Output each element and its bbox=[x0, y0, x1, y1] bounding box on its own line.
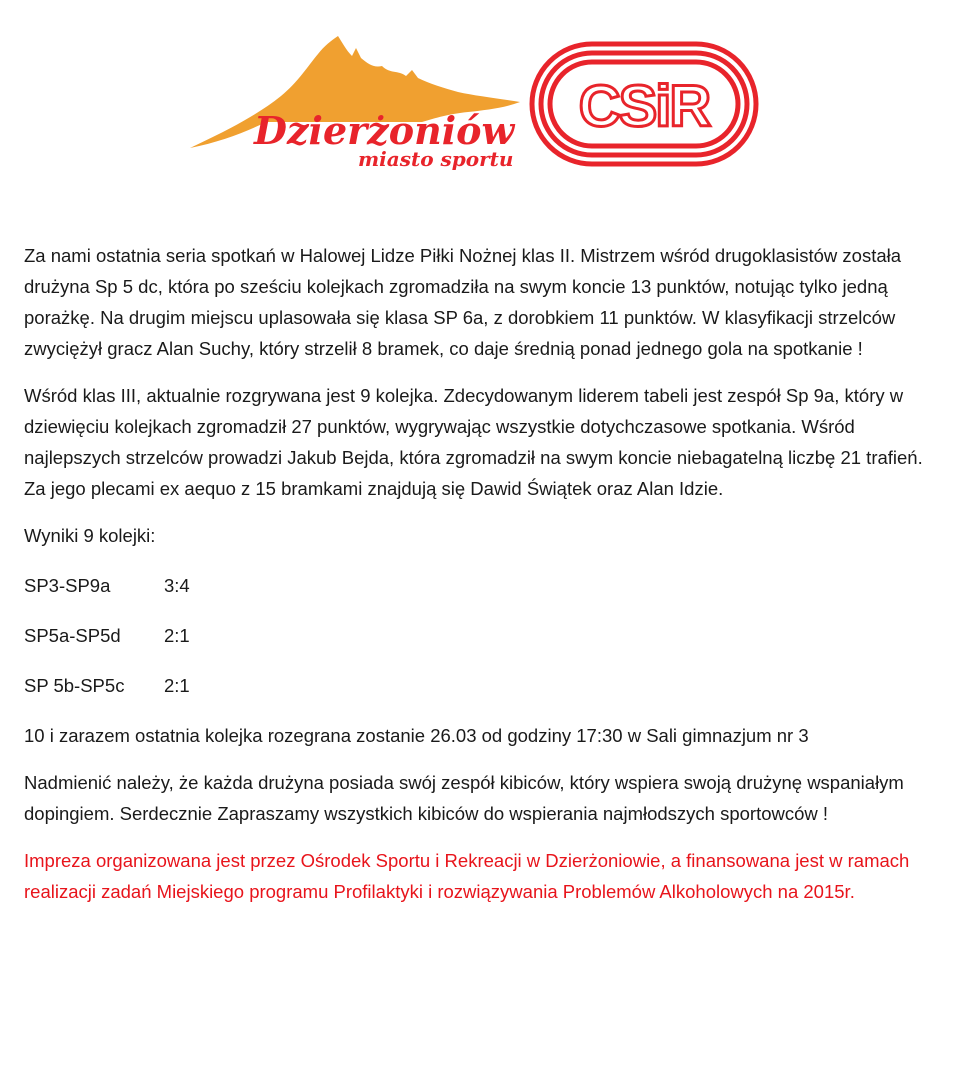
logo-tagline: miasto sportu bbox=[358, 147, 514, 171]
organizer-note: Impreza organizowana jest przez Ośrodek Sportu i Rekreacji w Dzierżoniowie, a finansowana jest w ramach realizacji zadań Miejskiego programu Profilaktyki i rozwiązywania Problemów Alkoholowych na 2015r. bbox=[24, 850, 910, 902]
dzierzoniow-logo bbox=[186, 26, 526, 176]
results-heading: Wyniki 9 kolejki: bbox=[24, 525, 156, 546]
paragraph-class-iii: Wśród klas III, aktualnie rozgrywana jest 9 kolejka. Zdecydowanym liderem tabeli jest zespół Sp 9a, który w dziewięciu kolejkach zgromadził 27 punktów, wygrywając wszystkie dotychczasowe spotkania. Wśród najlepszych strzelców prowadzi Jakub Bejda, która zgromadził na swym koncie niebagatelną liczbę 21 trafień. Za jego plecami ex aequo z 15 bramkami znajdują się Dawid Świątek oraz Alan Idzie. bbox=[24, 385, 923, 499]
csir-logo-text: CSiR bbox=[578, 74, 710, 139]
result-score: 3:4 bbox=[164, 575, 190, 596]
csir-logo bbox=[528, 40, 760, 168]
result-teams: SP3-SP9a bbox=[24, 575, 111, 596]
paragraph-class-ii: Za nami ostatnia seria spotkań w Halowej Lidze Piłki Nożnej klas II. Mistrzem wśród drugoklasistów została drużyna Sp 5 dc, która po sześciu kolejkach zgromadziła na swym koncie 13 punktów, notując tylko jedną porażkę. Na drugim miejscu uplasowała się klasa SP 6a, z dorobkiem 11 punktów. W klasyfikacji strzelców zwyciężył gracz Alan Suchy, który strzelił 8 bramek, co daje średnią ponad jednego gola na spotkanie ! bbox=[24, 245, 902, 359]
result-score: 2:1 bbox=[164, 675, 190, 696]
article-body bbox=[24, 240, 934, 923]
result-teams: SP 5b-SP5c bbox=[24, 675, 125, 696]
result-teams: SP5a-SP5d bbox=[24, 625, 121, 646]
paragraph-fans: Nadmienić należy, że każda drużyna posiada swój zespół kibiców, który wspiera swoją drużynę wspaniałym dopingiem. Serdecznie Zapraszamy wszystkich kibiców do wspierania najmłodszych sportowców ! bbox=[24, 772, 904, 824]
logo-city-name: Dzierżoniów bbox=[254, 108, 515, 153]
result-row bbox=[24, 620, 934, 651]
page-header bbox=[0, 0, 956, 200]
result-row bbox=[24, 670, 934, 701]
result-score: 2:1 bbox=[164, 625, 190, 646]
result-row bbox=[24, 570, 934, 601]
paragraph-last-round: 10 i zarazem ostatnia kolejka rozegrana zostanie 26.03 od godziny 17:30 w Sali gimnazjum nr 3 bbox=[24, 725, 809, 746]
